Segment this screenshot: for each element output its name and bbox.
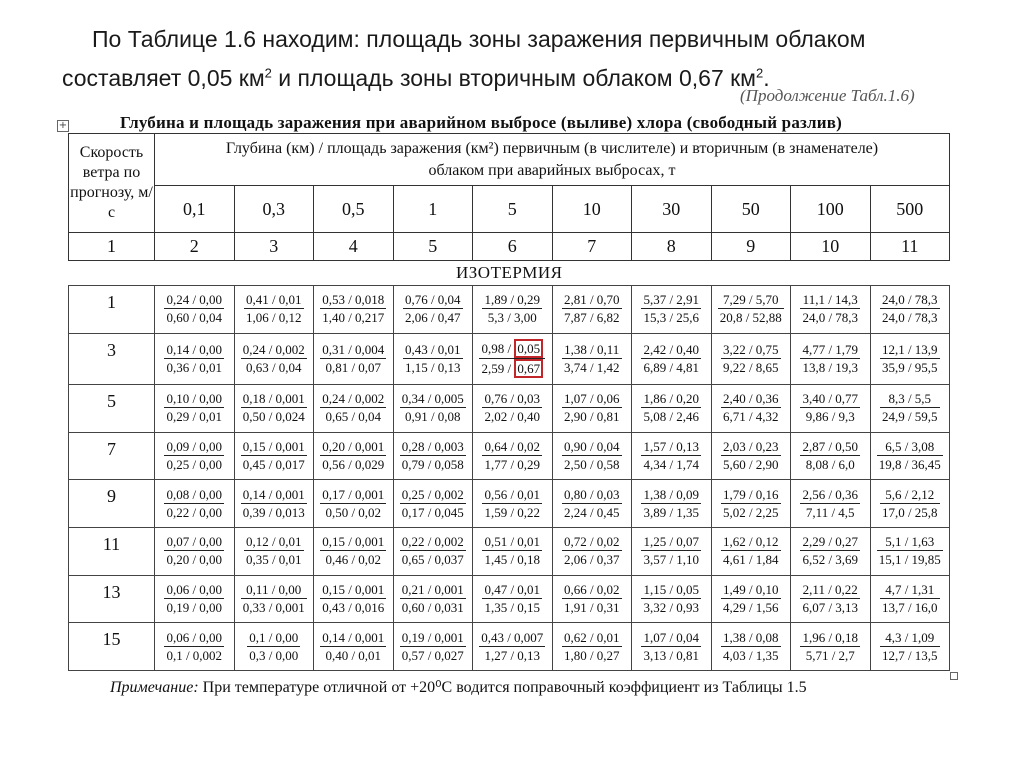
numerator: 0,15 / 0,001 [322, 582, 385, 598]
value-cell [393, 575, 473, 623]
denominator: 1,80 / 0,27 [563, 647, 620, 663]
value-cell [870, 286, 950, 334]
denominator: 0,3 / 0,00 [249, 647, 299, 663]
wind-speed-cell: 5 [69, 385, 155, 433]
numerator: 0,51 / 0,01 [484, 534, 541, 550]
numerator: 2,29 / 0,27 [802, 534, 859, 550]
denominator: 5,71 / 2,7 [805, 647, 855, 663]
denominator: 1,77 / 0,29 [484, 457, 541, 473]
amount-header: 100 [791, 186, 871, 232]
denominator: 0,56 / 0,029 [322, 457, 385, 473]
denominator: 4,03 / 1,35 [722, 647, 779, 663]
column-number: 1 [69, 232, 155, 260]
denominator: 0,63 / 0,04 [245, 359, 302, 375]
denominator: 0,45 / 0,017 [242, 457, 305, 473]
numerator: 0,80 / 0,03 [563, 486, 620, 502]
value-cell [632, 385, 712, 433]
value-cell [711, 286, 791, 334]
numerator: 0,21 / 0,001 [401, 582, 464, 598]
denominator: 4,34 / 1,74 [643, 457, 700, 473]
numerator: 0,76 / 0,04 [404, 292, 461, 308]
numerator: 0,24 / 0,00 [166, 292, 223, 308]
denominator: 5,08 / 2,46 [643, 409, 700, 425]
denominator: 0,1 / 0,002 [166, 647, 223, 663]
denominator: 0,65 / 0,037 [401, 552, 464, 568]
value-cell [791, 528, 871, 576]
value-cell [314, 333, 394, 385]
value-cell [155, 286, 235, 334]
numerator: 2,42 / 0,40 [643, 341, 700, 357]
value-cell [791, 623, 871, 671]
numerator: 0,28 / 0,003 [401, 439, 464, 455]
highlighted-value: 0,05 [514, 339, 543, 358]
numerator: 12,1 / 13,9 [881, 341, 938, 357]
denominator: 35,9 / 95,5 [881, 359, 938, 375]
value-cell [393, 432, 473, 480]
denominator: 0,57 / 0,027 [401, 647, 464, 663]
numerator: 0,41 / 0,01 [245, 292, 302, 308]
column-number: 5 [393, 232, 473, 260]
value-cell [552, 286, 632, 334]
value-cell [473, 575, 553, 623]
table-row [69, 432, 950, 480]
wind-speed-cell: 7 [69, 432, 155, 480]
value-cell [234, 623, 314, 671]
value-cell [314, 528, 394, 576]
column-number: 2 [155, 232, 235, 260]
numerator: 1,25 / 0,07 [643, 534, 700, 550]
amount-header: 10 [552, 186, 632, 232]
denominator: 1,45 / 0,18 [484, 552, 541, 568]
amount-header: 0,3 [234, 186, 314, 232]
numerator: 0,25 / 0,002 [401, 486, 464, 502]
denominator: 0,46 / 0,02 [325, 552, 382, 568]
column-number: 3 [234, 232, 314, 260]
denominator: 3,74 / 1,42 [563, 359, 620, 375]
amount-header: 0,5 [314, 186, 394, 232]
value-cell [791, 385, 871, 433]
denominator: 0,17 / 0,045 [401, 504, 464, 520]
value-cell [314, 575, 394, 623]
numerator: 0,14 / 0,001 [242, 486, 305, 502]
numerator: 0,47 / 0,01 [484, 582, 541, 598]
numerator: 0,64 / 0,02 [484, 439, 541, 455]
corner-handle-icon [950, 672, 958, 680]
denominator: 6,07 / 3,13 [802, 600, 859, 616]
value-cell [155, 385, 235, 433]
value-cell [870, 575, 950, 623]
value-cell [632, 528, 712, 576]
numerator: 2,03 / 0,23 [722, 439, 779, 455]
table-title: Глубина и площадь заражения при аварийном выбросе (выливе) хлора (свободный разлив) [120, 113, 843, 132]
denominator: 24,0 / 78,3 [881, 310, 938, 326]
numerator: 0,07 / 0,00 [166, 534, 223, 550]
numerator: 0,98 / 0,05 [479, 339, 545, 359]
value-cell [234, 528, 314, 576]
value-cell [155, 432, 235, 480]
denominator: 2,06 / 0,47 [404, 310, 461, 326]
denominator: 1,59 / 0,22 [484, 504, 541, 520]
numerator: 0,08 / 0,00 [166, 486, 223, 502]
value-cell [393, 623, 473, 671]
denominator: 24,9 / 59,5 [881, 409, 938, 425]
value-cell [870, 333, 950, 385]
numerator: 1,86 / 0,20 [643, 391, 700, 407]
numerator: 0,56 / 0,01 [484, 486, 541, 502]
isotherm-label: ИЗОТЕРМИЯ [456, 263, 563, 282]
numerator: 0,43 / 0,007 [481, 629, 544, 645]
value-cell [234, 480, 314, 528]
denominator: 5,3 / 3,00 [487, 310, 537, 326]
value-cell [473, 333, 553, 385]
value-cell [473, 480, 553, 528]
denominator: 2,59 / 0,67 [479, 359, 545, 378]
value-cell [473, 286, 553, 334]
numerator: 1,38 / 0,09 [643, 486, 700, 502]
value-cell [632, 623, 712, 671]
numerator: 2,11 / 0,22 [800, 581, 860, 599]
value-cell [552, 528, 632, 576]
denominator: 15,1 / 19,85 [878, 552, 941, 568]
value-cell [155, 333, 235, 385]
numerator: 4,7 / 1,31 [880, 581, 940, 599]
denominator: 0,81 / 0,07 [325, 359, 382, 375]
value-cell [791, 286, 871, 334]
denominator: 8,08 / 6,0 [805, 457, 855, 473]
numerator: 7,29 / 5,70 [718, 291, 784, 309]
numerator: 1,07 / 0,04 [643, 629, 700, 645]
numerator: 0,19 / 0,001 [401, 629, 464, 645]
table-row [69, 575, 950, 623]
denominator: 2,50 / 0,58 [563, 457, 620, 473]
numerator: 1,49 / 0,10 [722, 582, 779, 598]
value-cell [314, 480, 394, 528]
data-table [68, 285, 950, 671]
amount-header: 30 [632, 186, 712, 232]
value-cell [473, 623, 553, 671]
denominator: 1,27 / 0,13 [484, 647, 541, 663]
value-cell [155, 528, 235, 576]
numerator: 0,10 / 0,00 [166, 391, 223, 407]
denominator: 6,52 / 3,69 [802, 552, 859, 568]
value-cell [314, 623, 394, 671]
intro-line-2: составляет 0,05 $км^2$ и площадь зоны вторичным облаком 0,67 $км^2$. [62, 64, 770, 91]
numerator: 0,06 / 0,00 [166, 629, 223, 645]
value-cell [711, 575, 791, 623]
numerator: 0,06 / 0,00 [166, 582, 223, 598]
column-number: 9 [711, 232, 791, 260]
denominator: 0,33 / 0,001 [242, 600, 305, 616]
depth-header: Глубина (км) / площадь заражения (км²) первичным (в числителе) и вторичным (в знаменателе) облаком при аварийных выбросах, т [155, 134, 950, 186]
wind-speed-cell: 9 [69, 480, 155, 528]
wind-speed-cell: 15 [69, 623, 155, 671]
denominator: 0,50 / 0,024 [242, 409, 305, 425]
denominator: 0,25 / 0,00 [166, 457, 223, 473]
numerator: 24,0 / 78,3 [881, 292, 938, 308]
value-cell [234, 286, 314, 334]
denominator: 1,91 / 0,31 [563, 600, 620, 616]
numerator: 1,07 / 0,06 [563, 391, 620, 407]
value-cell [870, 480, 950, 528]
continuation-caption: (Продолжение Табл.1.6) [740, 86, 915, 105]
denominator: 0,19 / 0,00 [166, 600, 223, 616]
numerator: 2,87 / 0,50 [802, 439, 859, 455]
numerator: 0,66 / 0,02 [563, 582, 620, 598]
value-cell [632, 432, 712, 480]
amount-header: 500 [870, 186, 950, 232]
numerator: 0,18 / 0,001 [242, 391, 305, 407]
value-cell [552, 575, 632, 623]
value-cell [234, 575, 314, 623]
denominator: 3,89 / 1,35 [643, 504, 700, 520]
column-number: 8 [632, 232, 712, 260]
value-cell [393, 480, 473, 528]
numerator: 2,56 / 0,36 [802, 486, 859, 502]
value-cell [711, 333, 791, 385]
denominator: 3,13 / 0,81 [643, 647, 700, 663]
numerator: 0,11 / 0,00 [241, 581, 307, 599]
numerator: 0,15 / 0,001 [322, 534, 385, 550]
column-number: 7 [552, 232, 632, 260]
denominator: 0,60 / 0,04 [166, 310, 223, 326]
denominator: 7,11 / 4,5 [805, 504, 855, 520]
value-cell [393, 385, 473, 433]
numerator: 0,12 / 0,01 [245, 534, 302, 550]
denominator: 0,36 / 0,01 [166, 359, 223, 375]
denominator: 5,60 / 2,90 [722, 457, 779, 473]
wind-speed-cell: 11 [69, 528, 155, 576]
numerator: 0,14 / 0,001 [322, 629, 385, 645]
numerator: 0,17 / 0,001 [322, 486, 385, 502]
wind-speed-cell: 3 [69, 333, 155, 385]
table-row [69, 385, 950, 433]
numerator: 1,96 / 0,18 [802, 629, 859, 645]
value-cell [473, 432, 553, 480]
denominator: 2,02 / 0,40 [484, 409, 541, 425]
numerator: 0,72 / 0,02 [563, 534, 620, 550]
numerator: 1,38 / 0,11 [562, 341, 622, 359]
value-cell [155, 623, 235, 671]
denominator: 3,57 / 1,10 [643, 552, 700, 568]
denominator: 0,39 / 0,013 [242, 504, 305, 520]
numerator: 4,77 / 1,79 [802, 341, 859, 357]
value-cell [552, 385, 632, 433]
numerator: 1,38 / 0,08 [722, 629, 779, 645]
table-row [69, 286, 950, 334]
value-cell [711, 528, 791, 576]
numerator: 0,34 / 0,005 [401, 391, 464, 407]
value-cell [632, 575, 712, 623]
numerator: 4,3 / 1,09 [880, 629, 940, 647]
denominator: 0,79 / 0,058 [401, 457, 464, 473]
denominator: 2,24 / 0,45 [563, 504, 620, 520]
denominator: 0,35 / 0,01 [245, 552, 302, 568]
value-cell [393, 286, 473, 334]
speed-header: Скорость ветра по прогнозу, м/с [69, 134, 155, 233]
numerator: 1,79 / 0,16 [722, 486, 779, 502]
intro-paragraph [62, 22, 982, 95]
denominator: 17,0 / 25,8 [881, 504, 938, 520]
value-cell [870, 432, 950, 480]
numerator: 0,62 / 0,01 [563, 629, 620, 645]
denominator: 5,02 / 2,25 [722, 504, 779, 520]
value-cell [870, 385, 950, 433]
denominator: 0,29 / 0,01 [166, 409, 223, 425]
numerator: 1,15 / 0,05 [643, 582, 700, 598]
numerator: 1,57 / 0,13 [643, 439, 700, 455]
value-cell [314, 286, 394, 334]
value-cell [552, 480, 632, 528]
denominator: 1,35 / 0,15 [484, 600, 541, 616]
amount-header: 5 [473, 186, 553, 232]
denominator: 0,40 / 0,01 [325, 647, 382, 663]
numerator: 3,22 / 0,75 [722, 341, 779, 357]
denominator: 0,91 / 0,08 [404, 409, 461, 425]
value-cell [632, 333, 712, 385]
wind-speed-cell: 13 [69, 575, 155, 623]
numerator: 0,53 / 0,018 [322, 292, 385, 308]
value-cell [393, 528, 473, 576]
value-cell [552, 623, 632, 671]
amount-header: 50 [711, 186, 791, 232]
value-cell [155, 480, 235, 528]
value-cell [234, 432, 314, 480]
value-cell [870, 623, 950, 671]
denominator: 1,15 / 0,13 [404, 359, 461, 375]
numerator: 5,37 / 2,91 [643, 292, 700, 308]
value-cell [314, 385, 394, 433]
table-move-handle-icon[interactable]: + [58, 120, 68, 131]
wind-speed-cell: 1 [69, 286, 155, 334]
numerator: 1,89 / 0,29 [484, 292, 541, 308]
numerator: 0,22 / 0,002 [401, 534, 464, 550]
value-cell [473, 385, 553, 433]
denominator: 13,8 / 19,3 [802, 359, 859, 375]
value-cell [234, 385, 314, 433]
denominator: 9,22 / 8,65 [722, 359, 779, 375]
value-cell [552, 333, 632, 385]
table-row [69, 528, 950, 576]
numerator: 0,31 / 0,004 [322, 341, 385, 357]
denominator: 6,89 / 4,81 [643, 359, 700, 375]
numerator: 5,1 / 1,63 [877, 533, 943, 551]
column-number: 11 [870, 232, 950, 260]
denominator: 0,50 / 0,02 [325, 504, 382, 520]
numerator: 0,90 / 0,04 [563, 439, 620, 455]
numerator: 0,24 / 0,002 [242, 341, 305, 357]
denominator: 4,61 / 1,84 [722, 552, 779, 568]
denominator: 4,29 / 1,56 [722, 600, 779, 616]
value-cell [711, 432, 791, 480]
value-cell [791, 575, 871, 623]
denominator: 9,86 / 9,3 [805, 409, 855, 425]
amount-header: 1 [393, 186, 473, 232]
value-cell [552, 432, 632, 480]
value-cell [473, 528, 553, 576]
denominator: 12,7 / 13,5 [881, 647, 938, 663]
column-number: 6 [473, 232, 553, 260]
numerator: 0,1 / 0,00 [249, 629, 299, 645]
column-number: 10 [791, 232, 871, 260]
value-cell [632, 286, 712, 334]
numerator: 3,40 / 0,77 [802, 391, 859, 407]
amount-header: 0,1 [155, 186, 235, 232]
intro-line-1: По Таблице 1.6 находим: площадь зоны заражения первичным облаком [92, 26, 866, 52]
numerator: 6,5 / 3,08 [877, 438, 943, 456]
denominator: 13,7 / 16,0 [881, 600, 938, 616]
column-number: 4 [314, 232, 394, 260]
value-cell [711, 480, 791, 528]
value-cell [791, 480, 871, 528]
denominator: 0,60 / 0,031 [401, 600, 464, 616]
denominator: 0,20 / 0,00 [166, 552, 223, 568]
denominator: 19,8 / 36,45 [878, 457, 941, 473]
value-cell [711, 385, 791, 433]
numerator: 0,24 / 0,002 [322, 391, 385, 407]
value-cell [155, 575, 235, 623]
numerator: 0,14 / 0,00 [166, 341, 223, 357]
denominator: 7,87 / 6,82 [563, 310, 620, 326]
denominator: 24,0 / 78,3 [802, 310, 859, 326]
value-cell [791, 333, 871, 385]
table-row [69, 623, 950, 671]
denominator: 15,3 / 25,6 [643, 310, 700, 326]
value-cell [234, 333, 314, 385]
table-note: Примечание: При температуре отличной от +20⁰С водится поправочный коэффициент из Таблицы 1.5 [110, 679, 807, 696]
numerator: 1,62 / 0,12 [722, 534, 779, 550]
denominator: 2,06 / 0,37 [563, 552, 620, 568]
denominator: 0,65 / 0,04 [325, 409, 382, 425]
denominator: 0,22 / 0,00 [166, 504, 223, 520]
denominator: 6,71 / 4,32 [722, 409, 779, 425]
numerator: 11,1 / 14,3 [800, 291, 860, 309]
value-cell [791, 432, 871, 480]
table-row [69, 480, 950, 528]
table-header [68, 133, 950, 261]
highlighted-value: 0,67 [514, 359, 543, 378]
numerator: 5,6 / 2,12 [880, 486, 940, 504]
numerator: 0,09 / 0,00 [166, 439, 223, 455]
denominator: 3,32 / 0,93 [643, 600, 700, 616]
table-row [69, 333, 950, 385]
denominator: 20,8 / 52,88 [719, 310, 782, 326]
value-cell [711, 623, 791, 671]
value-cell [393, 333, 473, 385]
numerator: 0,76 / 0,03 [484, 391, 541, 407]
value-cell [632, 480, 712, 528]
denominator: 0,43 / 0,016 [322, 600, 385, 616]
numerator: 8,3 / 5,5 [880, 390, 940, 408]
numerator: 0,15 / 0,001 [242, 439, 305, 455]
denominator: 1,06 / 0,12 [245, 310, 302, 326]
denominator: 1,40 / 0,217 [322, 310, 385, 326]
value-cell [314, 432, 394, 480]
numerator: 0,20 / 0,001 [322, 439, 385, 455]
numerator: 0,43 / 0,01 [404, 341, 461, 357]
numerator: 2,40 / 0,36 [722, 391, 779, 407]
numerator: 2,81 / 0,70 [563, 292, 620, 308]
denominator: 2,90 / 0,81 [563, 409, 620, 425]
value-cell [870, 528, 950, 576]
